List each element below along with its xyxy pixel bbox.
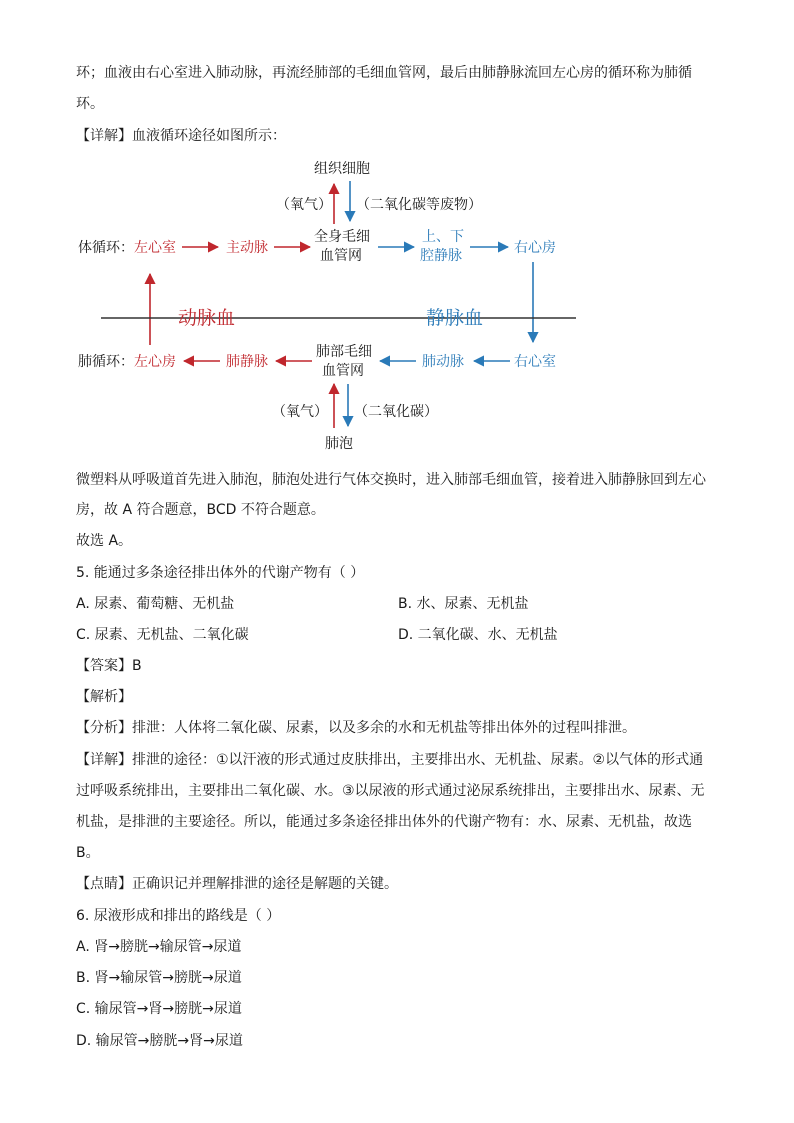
q5-analysis-heading: 【解析】 [76, 689, 132, 705]
right-ventricle-node: 右心室 [514, 354, 556, 370]
pulmonary-circulation-label: 肺循环： [78, 354, 134, 370]
pulmonary-artery-node: 肺动脉 [422, 354, 464, 370]
left-atrium-node: 左心房 [134, 354, 176, 370]
detail-heading: 【详解】血液循环途径如图所示： [76, 128, 286, 144]
question-5-stem: 5. 能通过多条途径排出体外的代谢产物有（ ） [76, 565, 365, 581]
venous-blood-label: 静脉血 [426, 307, 484, 329]
q6-option-c: C. 输尿管→肾→膀胱→尿道 [76, 1001, 242, 1017]
paragraph-line: 微塑料从呼吸道首先进入肺泡，肺泡处进行气体交换时，进入肺部毛细血管，接着进入肺静脉回到左心 [76, 472, 706, 488]
co2-bottom-label: （二氧化碳） [354, 404, 438, 420]
lung-capillary-label: 血管网 [322, 363, 364, 379]
vena-cava-node: 上、下 [422, 229, 464, 245]
q5-option-d: D. 二氧化碳、水、无机盐 [398, 627, 558, 643]
paragraph-line: 房，故 A 符合题意，BCD 不符合题意。 [76, 502, 325, 518]
q6-option-a: A. 肾→膀胱→输尿管→尿道 [76, 939, 242, 955]
arterial-blood-label: 动脉血 [178, 307, 236, 329]
q6-option-b: B. 肾→输尿管→膀胱→尿道 [76, 970, 242, 986]
paragraph-line: 环；血液由右心室进入肺动脉，再流经肺部的毛细血管网，最后由肺静脉流回左心房的循环称为肺循 [76, 65, 692, 81]
question-6-stem: 6. 尿液形成和排出的路线是（ ） [76, 908, 281, 924]
body-capillary-label: 全身毛细 [314, 229, 370, 245]
alveoli-label: 肺泡 [325, 436, 353, 452]
aorta-node: 主动脉 [226, 240, 268, 256]
right-atrium-node: 右心房 [514, 240, 556, 256]
vena-cava-node: 腔静脉 [420, 248, 462, 264]
systemic-circulation-label: 体循环： [78, 240, 134, 256]
oxygen-top-label: （氧气） [276, 197, 332, 213]
co2-waste-label: （二氧化碳等废物） [356, 197, 482, 213]
q6-option-d: D. 输尿管→膀胱→肾→尿道 [76, 1033, 243, 1049]
q5-detail-text: 【详解】排泄的途径：①以汗液的形式通过皮肤排出，主要排出水、无机盐、尿素。②以气体的形式通 [76, 752, 704, 768]
tissue-cells-label: 组织细胞 [314, 161, 370, 177]
oxygen-bottom-label: （氧气） [272, 404, 328, 420]
q5-analysis-text: 【分析】排泄：人体将二氧化碳、尿素，以及多余的水和无机盐等排出体外的过程叫排泄。 [76, 720, 636, 736]
blood-circulation-diagram [0, 0, 794, 470]
lung-capillary-label: 肺部毛细 [316, 344, 372, 360]
left-ventricle-node: 左心室 [134, 240, 176, 256]
q5-answer: 【答案】B [76, 658, 142, 674]
q5-key-point: 【点睛】正确识记并理解排泄的途径是解题的关键。 [76, 876, 398, 892]
pulmonary-vein-node: 肺静脉 [226, 354, 268, 370]
q5-detail-text: 过呼吸系统排出，主要排出二氧化碳、水。③以尿液的形式通过泌尿系统排出，主要排出水、尿素、无 [76, 783, 705, 799]
conclusion-line: 故选 A。 [76, 533, 133, 549]
q5-detail-text: B。 [76, 845, 100, 861]
q5-option-c: C. 尿素、无机盐、二氧化碳 [76, 627, 249, 643]
q5-detail-text: 机盐，是排泄的主要途径。所以，能通过多条途径排出体外的代谢产物有：水、尿素、无机盐，故选 [76, 814, 692, 830]
q5-option-a: A. 尿素、葡萄糖、无机盐 [76, 596, 235, 612]
paragraph-line: 环。 [76, 96, 104, 112]
body-capillary-label: 血管网 [320, 248, 362, 264]
q5-option-b: B. 水、尿素、无机盐 [398, 596, 529, 612]
